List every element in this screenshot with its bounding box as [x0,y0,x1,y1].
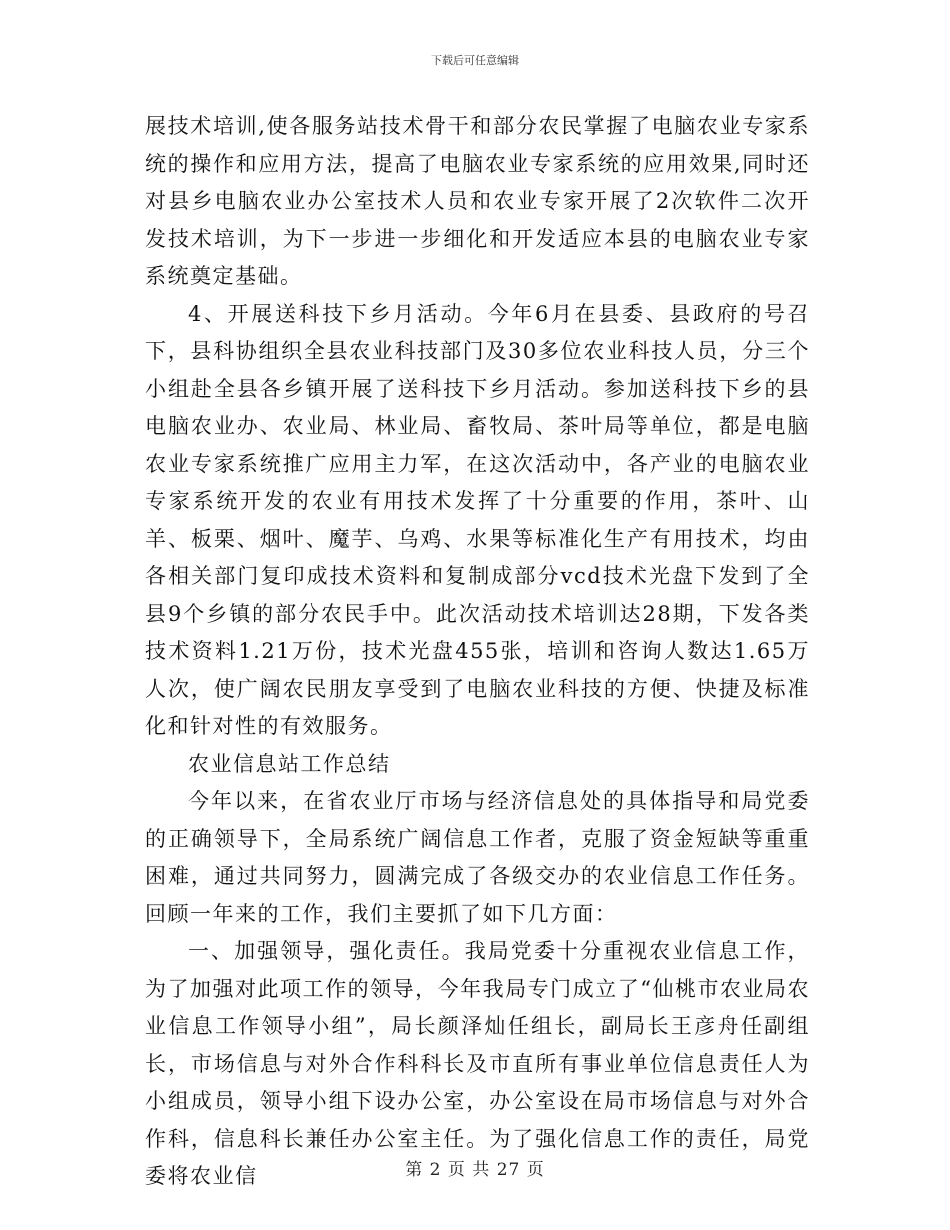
paragraph-3: 今年以来，在省农业厅市场与经济信息处的具体指导和局党委的正确领导下，全局系统广阔信息工作者，克服了资金短缺等重重困难，通过共同努力，圆满完成了各级交办的农业信息工作任务。回顾一年来的工作，我们主要抓了如下几方面： [145,789,810,926]
footer-current-page: 2 [429,1160,442,1180]
footer-total-label: 共 [472,1160,491,1180]
footer-suffix: 页 [526,1160,545,1180]
footer-mid: 页 [447,1160,466,1180]
page-header [0,52,950,68]
paragraph-2: 4、开展送科技下乡月活动。今年6月在县委、县政府的号召下，县科协组织全县农业科技部门及30多位农业科技人员，分三个小组赴全县各乡镇开展了送科技下乡月活动。参加送科技下乡的县电脑农业办、农业局、林业局、畜牧局、茶叶局等单位，都是电脑农业专家系统推广应用主力军，在这次活动中，各产业的电脑农业专家系统开发的农业有用技术发挥了十分重要的作用，茶叶、山羊、板栗、烟叶、魔芋、乌鸡、水果等标准化生产有用技术，均由各相关部门复印成技术资料和复制成部分vcd技术光盘下发到了全县9个乡镇的部分农民手中。此次活动技术培训达28期，下发各类技术资料1.21万份，技术光盘455张，培训和咨询人数达1.65万人次，使广阔农民朋友享受到了电脑农业科技的方便、快捷及标准化和针对性的有效服务。 [145,301,810,738]
footer-total-pages: 27 [496,1160,521,1180]
document-body [145,108,810,1196]
page-footer [0,1155,950,1180]
paragraph-1: 展技术培训,使各服务站技术骨干和部分农民掌握了电脑农业专家系统的操作和应用方法，提高了电脑农业专家系统的应用效果,同时还对县乡电脑农业办公室技术人员和农业专家开展了2次软件二次开发技术培训，为下一步进一步细化和开发适应本县的电脑农业专家系统奠定基础。 [145,114,810,288]
paragraph-4: 一、加强领导，强化责任。我局党委十分重视农业信息工作，为了加强对此项工作的领导，今年我局专门成立了“仙桃市农业局农业信息工作领导小组”，局长颜泽灿任组长，副局长王彦舟任副组长，市场信息与对外合作科科长及市直所有事业单位信息责任人为小组成员，领导小组下设办公室，办公室设在局市场信息与对外合作科，信息科长兼任办公室主任。为了强化信息工作的责任，局党委将农业信 [145,939,810,1188]
section-title: 农业信息站工作总结 [188,751,391,776]
footer-prefix: 第 [405,1160,424,1180]
header-note: 下载后可任意编辑 [431,54,519,67]
